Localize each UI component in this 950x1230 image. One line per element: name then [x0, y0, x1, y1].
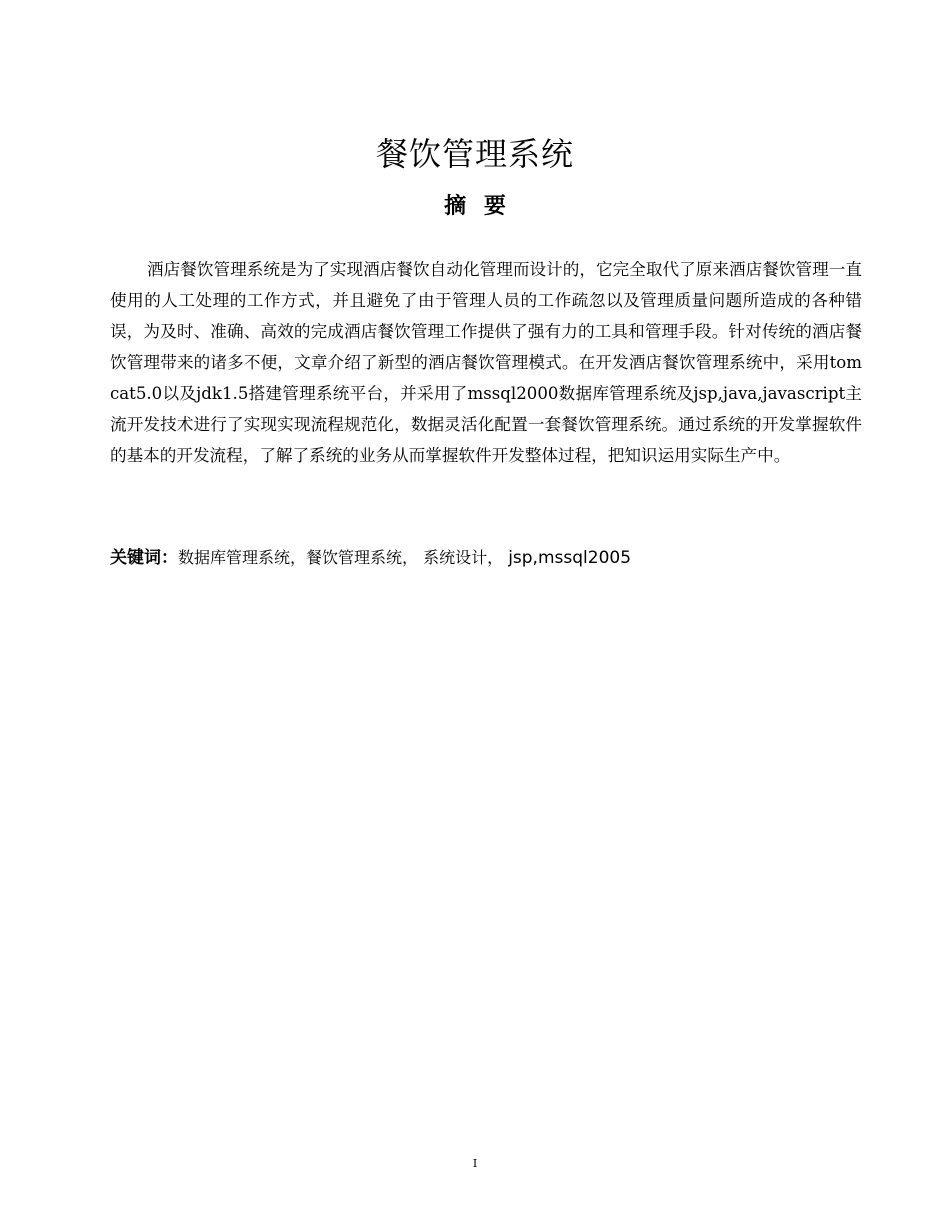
document-title: 餐饮管理系统	[375, 135, 574, 173]
keywords-latin: jsp,mssql2005	[508, 548, 632, 568]
abstract-body: 酒店餐饮管理系统是为了实现酒店餐饮自动化管理而设计的，它完全取代了原来酒店餐饮管理一直使用的人工处理的工作方式，并且避免了由于管理人员的工作疏忽以及管理质量问题所造成的各种错误，为及时、准确、高效的完成酒店餐饮管理工作提供了强有力的工具和管理手段。针对传统的酒店餐饮管理带来的诸多不便，文章介绍了新型的酒店餐饮管理模式。在开发酒店餐饮管理系统中，采用tomcat5.0以及jdk1.5搭建管理系统平台，并采用了mssql2000数据库管理系统及jsp,java,javascript主流开发技术进行了实现实现流程规范化，数据灵活化配置一套餐饮管理系统。通过系统的开发掌握软件的基本的开发流程，了解了系统的业务从而掌握软件开发整体过程，把知识运用实际生产中。	[110, 260, 862, 465]
keywords-line	[110, 544, 631, 572]
keywords-text: 数据库管理系统，餐饮管理系统， 系统设计，	[178, 548, 509, 567]
keywords-label: 关键词：	[110, 548, 178, 568]
abstract-heading: 摘 要	[444, 194, 506, 219]
page-number: I	[472, 1157, 478, 1170]
